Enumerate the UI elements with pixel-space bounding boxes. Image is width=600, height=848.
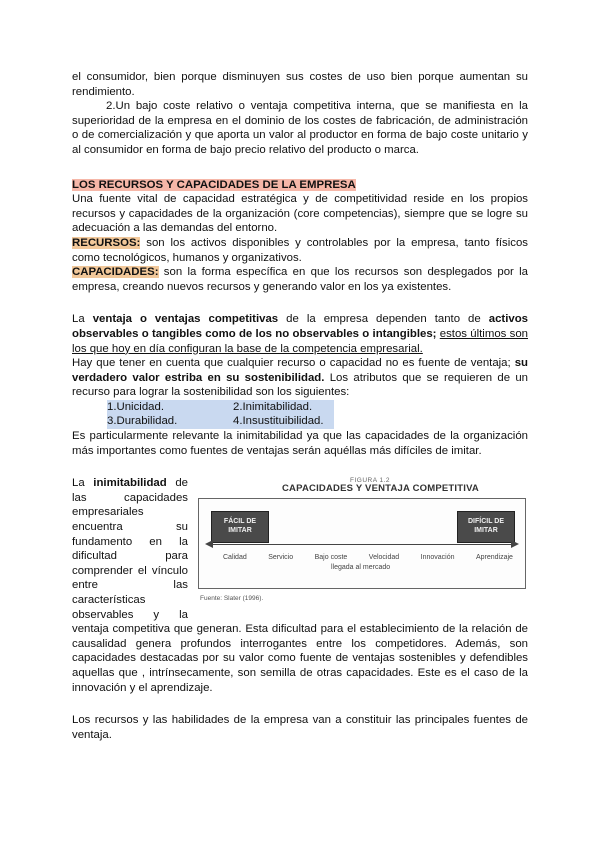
axis-label: Calidad [223,554,247,562]
line: encuentra su [72,521,188,534]
line: fundamento en la [72,535,188,548]
recursos-term: RECURSOS: [72,236,141,249]
easy-to-imitate-label: FÁCIL DE IMITAR [223,518,257,535]
hard-to-imitate-label: DIFÍCIL DE IMITAR [467,518,505,535]
text-run: de la empresa dependen tanto de [278,313,489,326]
bold-run: su verdadero valor estriba en su sostenibilidad. [72,357,528,384]
axis-label: Velocidad [368,554,400,562]
line [72,476,188,491]
paragraph-sostenibilidad [72,356,528,400]
figure-frame [198,498,526,589]
bold-run: ventaja o ventajas competitivas [92,313,279,326]
line: empresariales [72,506,144,519]
figure-title: CAPACIDADES Y VENTAJA COMPETITIVA [282,483,479,495]
arrow-right-icon [511,540,519,548]
axis-label: Servicio [268,554,294,562]
attribute-durabilidad: 3.Durabilidad. [107,415,178,428]
paragraph-fuente-vital: Una fuente vital de capacidad estratégica y de competitividad reside en los propios recursos y capacidades de la organización (core competencias), siempre que se logre su adecuación a las demandas del entorno. [72,193,528,235]
underlined-run: estos últimos son los que hoy en día configuran la base de la competencia empresarial. [72,327,528,355]
text-run: La [72,313,93,326]
figure-label: FIGURA 1.2 [350,477,391,485]
section-heading [72,178,528,193]
section-heading-text: LOS RECURSOS Y CAPACIDADES DE LA EMPRESA [72,178,356,191]
figure-source: Fuente: Slater (1996). [200,595,264,603]
attribute-inimitabilidad: 2.Inimitabilidad. [233,400,313,413]
wrapped-text-column [72,476,188,622]
attributes-row-1 [107,400,334,415]
paragraph-intro: el consumidor, bien porque disminuyen sus costes de uso bien porque aumentan su rendimiento. [72,71,528,98]
attributes-row-2 [107,414,334,429]
capacidades-definition: son la forma específica en que los recursos son desplegados por la empresa, creando nuevos recursos y generando valor en los ya existentes. [72,266,528,293]
line: entre las [72,579,188,592]
hard-to-imitate-box [457,511,515,543]
document-page [72,70,528,742]
line: comprender el vínculo [72,564,188,577]
attribute-insustituibilidad: 4.Insustituibilidad. [233,415,324,428]
attribute-unicidad: 1.Unicidad. [107,400,164,413]
paragraph-conclusion: Los recursos y las habilidades de la empresa van a constituir las principales fuentes de ventaja. [72,714,528,741]
bold-run: inimitabilidad [93,477,167,490]
line: observables y la [72,608,188,621]
recursos-definition: son los activos disponibles y controlables por la empresa, tanto físicos como tecnológicos, humanos y organizativos. [72,236,528,264]
text-run: de [166,477,188,490]
paragraph-bajo-coste: 2.Un bajo coste relativo o ventaja competitiva interna, que se manifiesta en la superioridad de la empresa en el dominio de los costes de fabricación, de administración o de comercialización y que aporta un valor al productor en forma de bajo coste unitario y al consumidor en forma de bajo precio relativo del producto o marca. [72,100,528,156]
text-run: Hay que tener en cuenta que cualquier recurso o capacidad no es fuente de ventaja; [72,357,515,370]
bold-run: activos observables o tangibles como de los no observables o intangibles; [72,313,528,340]
axis-label: Bajo coste [314,554,348,562]
axis-line [211,544,513,545]
easy-to-imitate-box [211,511,269,543]
paragraph-recursos [72,236,528,265]
capacidades-term: CAPACIDADES: [72,266,159,279]
figure-capacidades [198,474,528,602]
text-run: La [72,477,94,490]
paragraph-capacidades [72,265,528,294]
paragraph-ventaja [72,312,528,356]
axis-label: Aprendizaje [475,554,513,562]
text-run: Los atributos que se requieren de un recurso para lograr la sostenibilidad son los siguientes: [72,371,529,399]
paragraph-causalidad: ventaja competitiva que generan. Esta dificultad para el establecimiento de la relación de causalidad genera profundos interrogantes entre los competidores. Además, son capacidades destacadas por su valor como fuente de ventajas sostenibles y defendibles aquellas que , intrínsecamente, son semilla de otras capacidades. Este es el caso de la innovación y el aprendizaje. [72,623,528,694]
line: dificultad para [72,550,188,563]
axis-label: Innovación [420,554,455,562]
line: características [72,594,146,606]
paragraph-inimitabilidad: Es particularmente relevante la inimitabilidad ya que las capacidades de la organización más importantes como fuentes de ventajas serán aquéllas más difíciles de imitar. [72,430,528,457]
line: las capacidades [72,491,188,504]
axis-sub-label: llegada al mercado [331,564,391,572]
